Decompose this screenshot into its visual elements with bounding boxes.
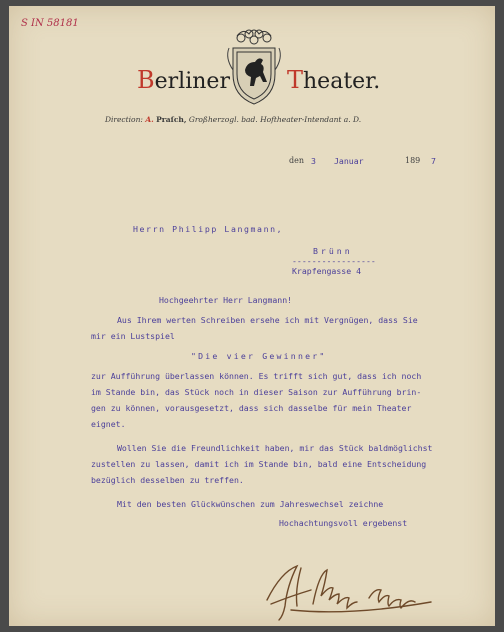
body-line: Aus Ihrem werten Schreiben ersehe ich mit Vergnügen, dass Sie — [117, 315, 418, 325]
handwritten-signature — [261, 560, 441, 624]
body-line: eignet. — [91, 419, 126, 429]
date-year-digit: 7 — [431, 156, 436, 166]
body-line: zustellen zu lassen, damit ich im Stande bin, bald eine Entscheidung — [91, 459, 427, 469]
play-title: "Die vier Gewinner" — [191, 351, 327, 361]
letterhead-direction: Direction: A. Praſch, Großherzogl. bad. Hoftheater-Intendant a. D. — [105, 115, 362, 124]
date-prefix: den — [289, 156, 305, 165]
recipient-street: Krapfengasse 4 — [292, 266, 362, 276]
body-line: zur Aufführung überlassen können. Es trifft sich gut, dass ich noch — [91, 371, 422, 381]
letter-sheet — [9, 6, 495, 626]
salutation: Hochgeehrter Herr Langmann! — [159, 295, 293, 305]
letterhead-title-right: Theater. — [287, 66, 381, 94]
body-line: Wollen Sie die Freundlichkeit haben, mir das Stück baldmöglichst — [117, 443, 433, 453]
date-month: Januar — [334, 156, 364, 166]
date-year-printed: 189 — [405, 156, 421, 165]
closing-line: Mit den besten Glückwünschen zum Jahreswechsel zeichne — [117, 499, 384, 509]
recipient-name: Herrn Philipp Langmann, — [133, 224, 284, 234]
closing-line: Hochachtungsvoll ergebenst — [279, 518, 408, 528]
recipient-underline: ----------------- — [292, 256, 376, 266]
body-line: mir ein Lustspiel — [91, 331, 175, 341]
body-line: bezüglich desselben zu treffen. — [91, 475, 244, 485]
letterhead-title-left: Berliner — [137, 66, 230, 94]
archive-mark: S IN 58181 — [21, 18, 79, 29]
recipient-city: Brünn — [313, 246, 353, 256]
date-day: 3 — [311, 156, 316, 166]
berlin-bear-crest-icon — [223, 26, 285, 110]
body-line: gen zu können, vorausgesetzt, dass sich dasselbe für mein Theater — [91, 403, 412, 413]
body-line: im Stande bin, das Stück noch in dieser Saison zur Aufführung brin- — [91, 387, 422, 397]
